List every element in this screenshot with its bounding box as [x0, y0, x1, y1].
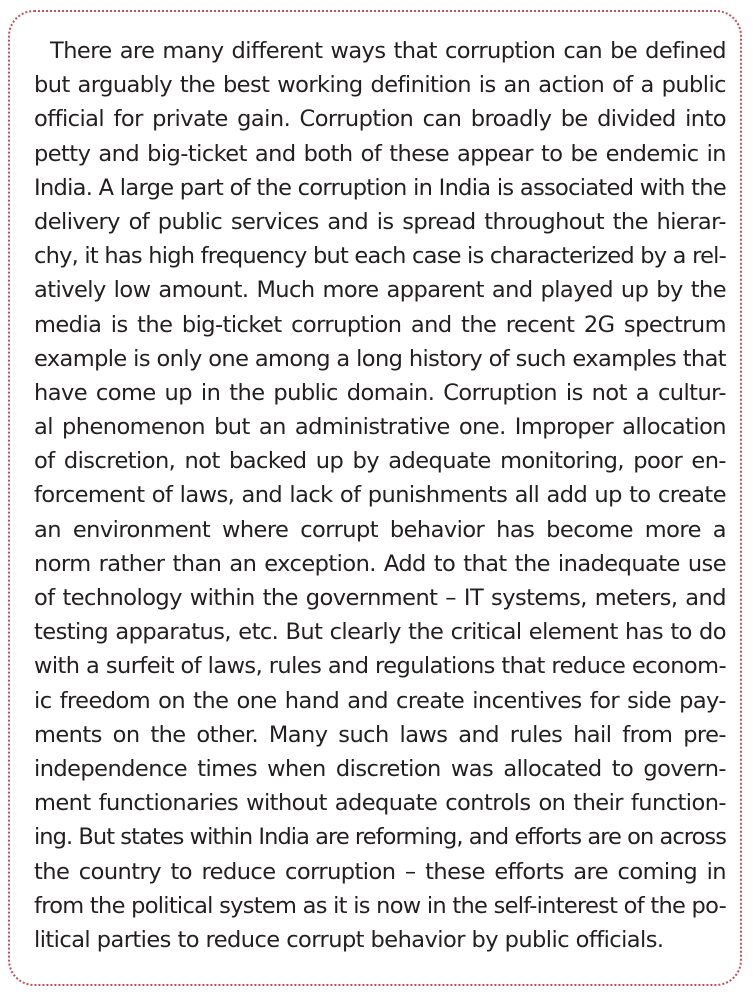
- paragraph-line: norm rather than an exception. Add to that the inadequate use: [34, 550, 726, 577]
- paragraph-line: ic freedom on the one hand and create incentives for side pay-: [34, 687, 726, 714]
- paragraph-line: chy, it has high frequency but each case is characterized by a rel-: [34, 243, 726, 270]
- paragraph-line: of discretion, not backed up by adequate monitoring, poor en-: [34, 448, 726, 475]
- paragraph-line: have come up in the public domain. Corruption is not a cultur-: [34, 379, 726, 406]
- paragraph-line: ments on the other. Many such laws and rules hail from pre-: [34, 721, 726, 748]
- paragraph-line: independence times when discretion was allocated to govern-: [34, 755, 726, 782]
- paragraph-line: media is the big-ticket corruption and the recent 2G spectrum: [34, 311, 726, 338]
- text-box: [8, 10, 742, 986]
- paragraph-line: official for private gain. Corruption can broadly be divided into: [34, 106, 726, 133]
- paragraph-line: petty and big-ticket and both of these appear to be endemic in: [34, 140, 726, 167]
- paragraph-line: from the political system as it is now in the self-interest of the po-: [34, 892, 726, 919]
- paragraph-line: India. A large part of the corruption in India is associated with the: [34, 174, 726, 201]
- paragraph-line: delivery of public services and is spread throughout the hierar-: [34, 208, 726, 235]
- paragraph-line: litical parties to reduce corrupt behavior by public officials.: [34, 926, 664, 953]
- paragraph-line: ing. But states within India are reforming, and efforts are on across: [34, 824, 726, 851]
- paragraph-line: atively low amount. Much more apparent and played up by the: [34, 277, 726, 304]
- body-paragraph: [34, 34, 726, 957]
- paragraph-line: ment functionaries without adequate controls on their function-: [34, 790, 726, 817]
- paragraph-line: with a surfeit of laws, rules and regulations that reduce econom-: [34, 653, 726, 680]
- paragraph-line: forcement of laws, and lack of punishments all add up to create: [34, 482, 726, 509]
- paragraph-line: example is only one among a long history of such examples that: [34, 345, 726, 372]
- paragraph-line: but arguably the best working definition is an action of a public: [34, 72, 726, 99]
- paragraph-line: of technology within the government – IT systems, meters, and: [34, 585, 726, 611]
- paragraph-line: the country to reduce corruption – these efforts are coming in: [34, 858, 726, 885]
- paragraph-line: There are many different ways that corruption can be defined: [50, 38, 726, 64]
- paragraph-line: an environment where corrupt behavior has become more a: [34, 516, 726, 543]
- paragraph-line: testing apparatus, etc. But clearly the critical element has to do: [34, 619, 726, 646]
- paragraph-line: al phenomenon but an administrative one. Improper allocation: [34, 414, 726, 441]
